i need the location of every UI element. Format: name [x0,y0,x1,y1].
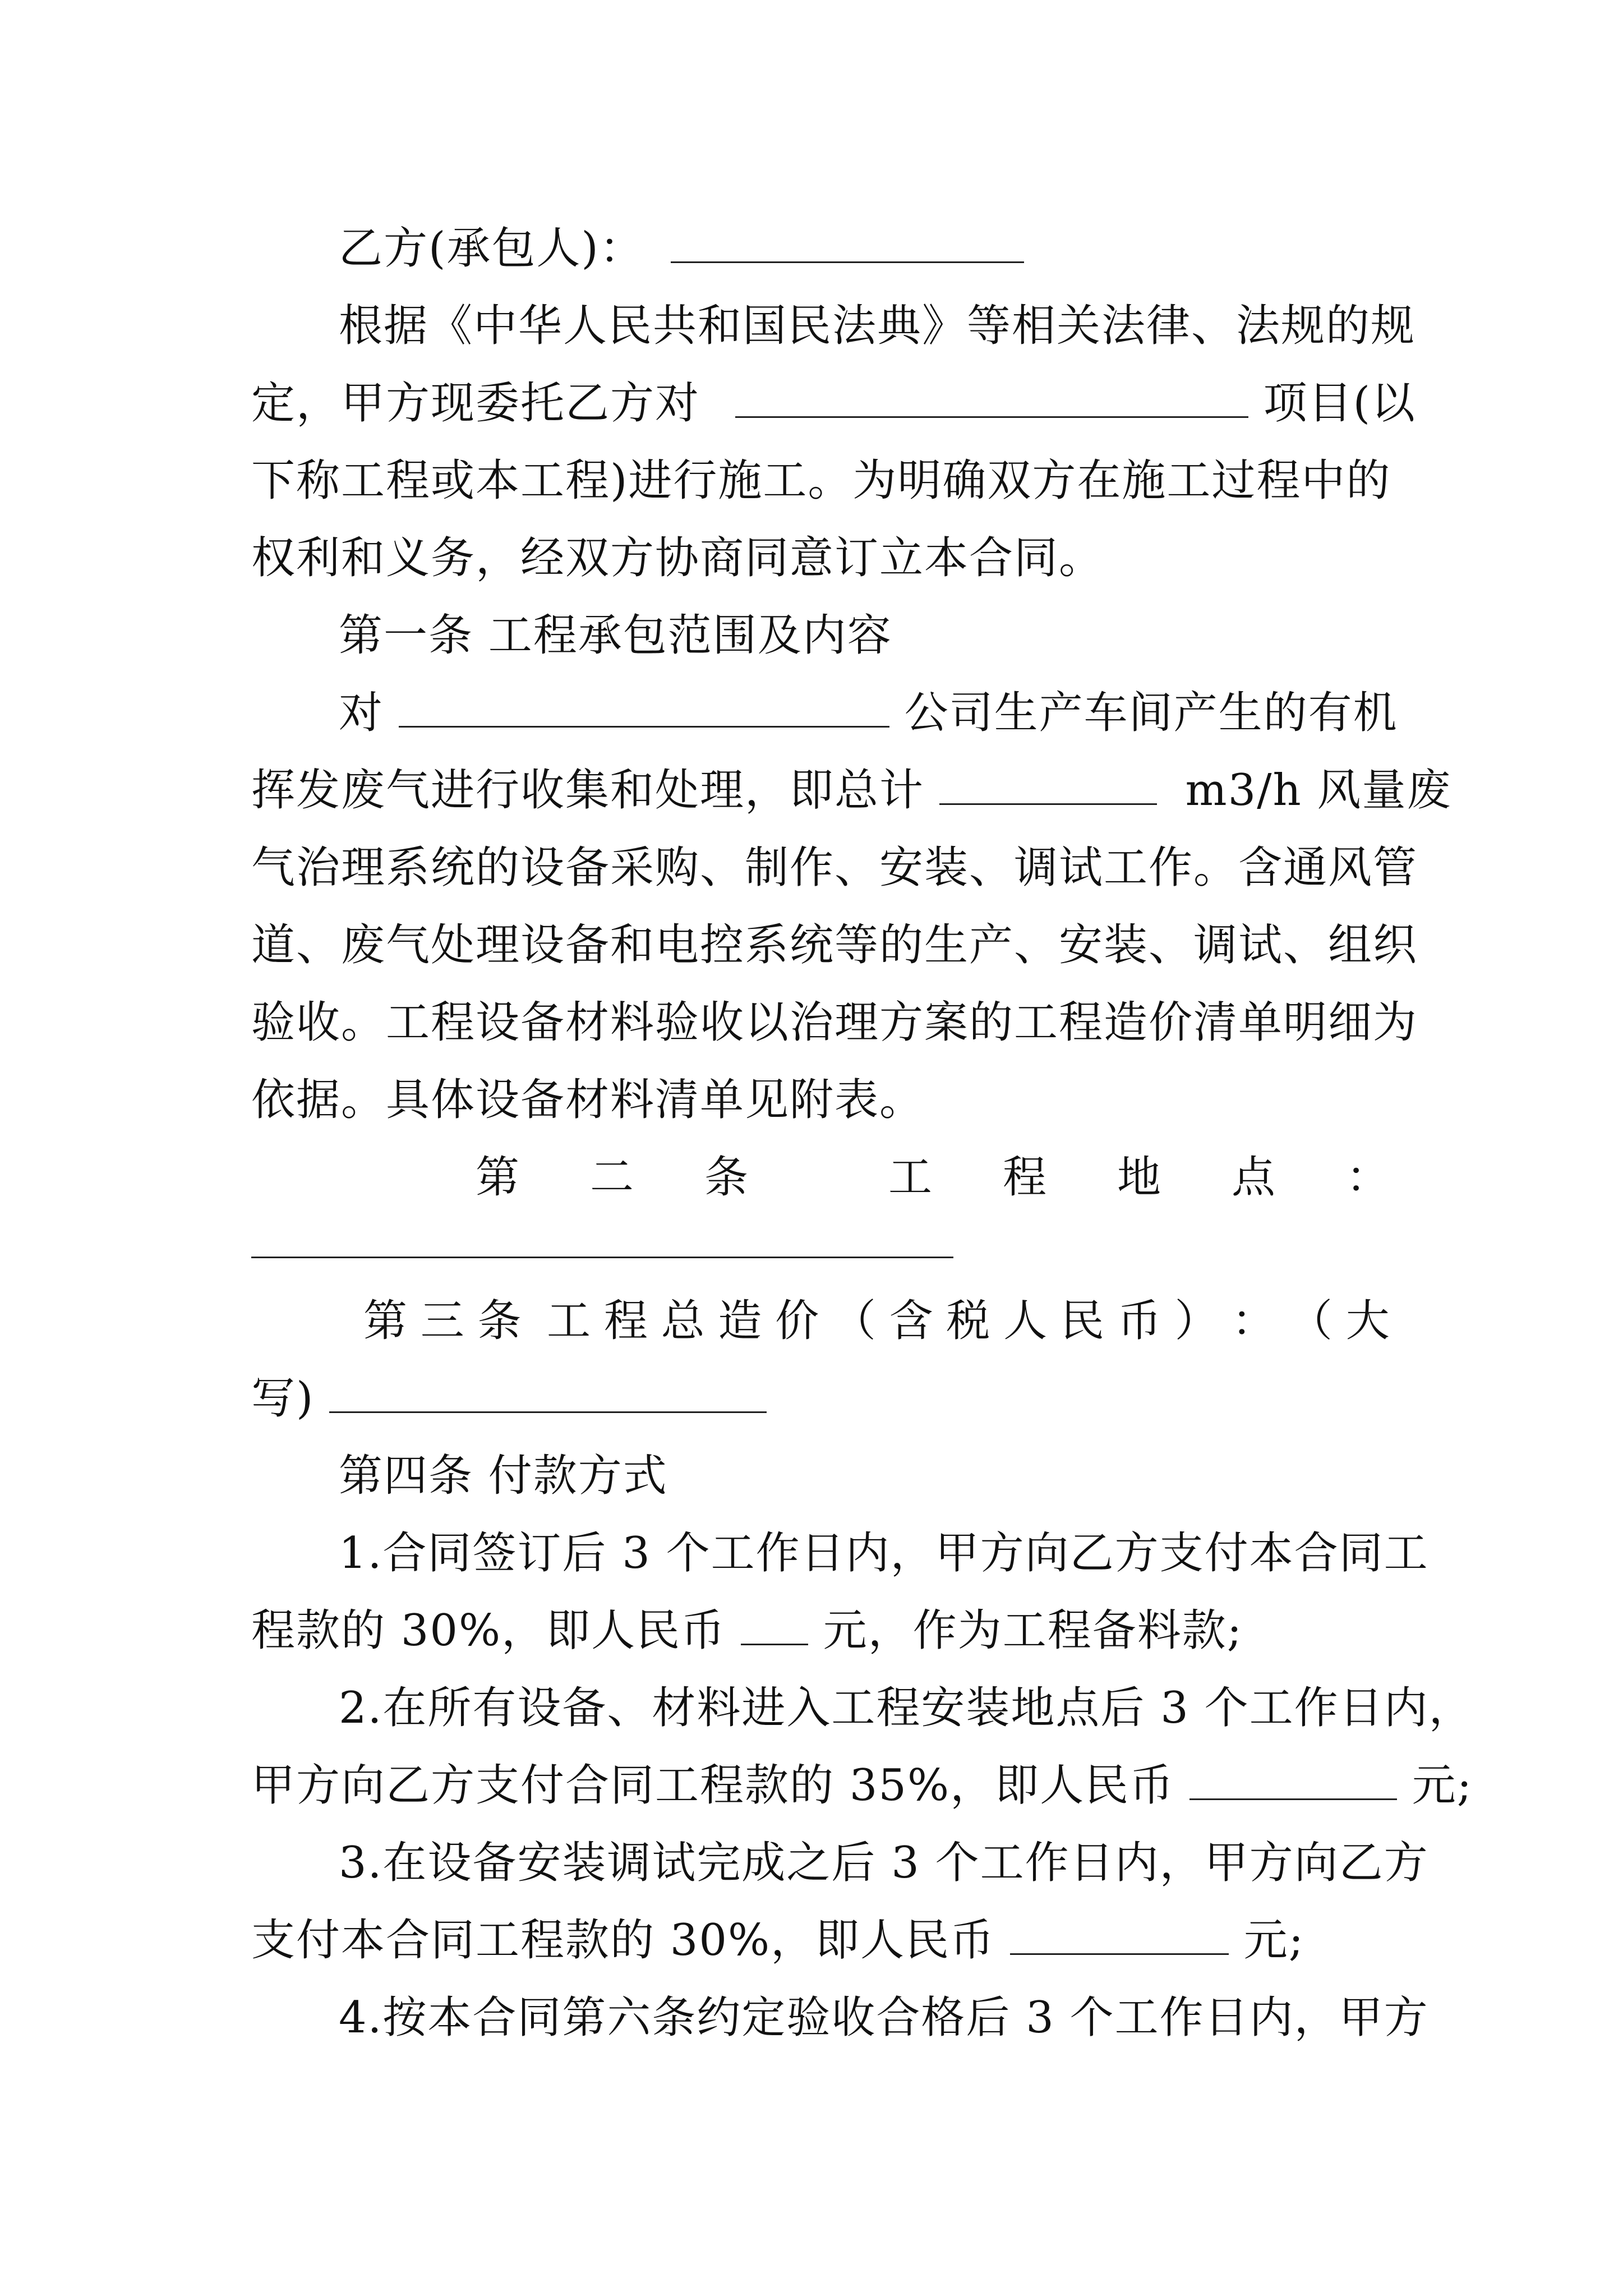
project-location-field[interactable] [251,1257,953,1258]
article-3-char: 工 [547,1296,592,1346]
article-4-title: 第四条 付款方式 [339,1451,668,1501]
preamble-line-2 [251,365,1417,442]
article-3-char: 造 [718,1296,763,1346]
payment-3-line-2-end: 元; [1243,1915,1305,1966]
payment-3-line-2-start: 支付本合同工程款的 30%，即人民币 [251,1915,995,1966]
payment-2-line-2-start: 甲方向乙方支付合同工程款的 35%，即人民币 [251,1760,1175,1811]
article-3-char: 民 [1060,1296,1105,1346]
article-2-char: 地 [1117,1152,1162,1203]
project-name-field[interactable] [735,372,1248,418]
total-price-field[interactable] [329,1368,767,1413]
article-1-line-2-start: 挥发废气进行收集和处理，即总计 [251,765,925,816]
payment-2-line-2 [251,1747,1473,1824]
payment-2-amount-field[interactable] [1189,1755,1397,1800]
article-2-char: 二 [590,1152,635,1203]
article-3-char: 大 [1345,1296,1391,1346]
article-3-title [251,1282,1391,1360]
article-1-line-4: 道、废气处理设备和电控系统等的生产、安装、调试、组织 [251,920,1418,970]
article-1-line-1-start: 对 [339,688,384,738]
payment-3-line-2 [251,1902,1391,1979]
article-2-title [251,1139,1391,1216]
article-3-char: 第 [363,1296,409,1346]
payment-1-line-2 [251,1592,1391,1669]
article-2-char: 第 [476,1152,521,1203]
payment-1-amount-field[interactable] [741,1600,808,1645]
article-1-line-2 [251,752,1452,829]
article-3-char: 条 [477,1296,523,1346]
article-3-char: 币 [1117,1296,1163,1346]
preamble-line-2-start: 定，甲方现委托乙方对 [251,378,700,429]
article-2-char: 程 [1002,1152,1048,1203]
payment-4-line-1: 4.按本合同第六条约定验收合格后 3 个工作日内，甲方 [339,1993,1429,2043]
article-3-line-2 [251,1360,1391,1437]
payment-2-line-2-end: 元; [1412,1760,1473,1811]
payment-3-amount-field[interactable] [1010,1910,1229,1955]
article-3-char: （ [832,1296,877,1346]
article-3-char: 税 [946,1296,992,1346]
payment-1-line-1: 1.合同签订后 3 个工作日内，甲方向乙方支付本合同工 [339,1528,1429,1579]
article-1-line-3: 气治理系统的设备采购、制作、安装、调试工作。含通风管 [251,843,1418,893]
preamble-line-4: 权利和义务，经双方协商同意订立本合同。 [251,533,1104,583]
preamble-line-3: 下称工程或本工程)进行施工。为明确双方在施工过程中的 [251,455,1391,506]
payment-1-line-2-start: 程款的 30%，即人民币 [251,1605,726,1656]
article-3-char: 人 [1003,1296,1049,1346]
article-2-char: 条 [704,1152,750,1203]
article-2-char: 工 [888,1152,933,1203]
article-1-title: 第一条 工程承包范围及内容 [339,610,892,661]
article-1-line-5: 验收。工程设备材料验收以治理方案的工程造价清单明细为 [251,997,1418,1048]
party-b-label: 乙方(承包人)： [339,223,644,274]
party-b-name-field[interactable] [671,218,1024,263]
article-3-char: 程 [603,1296,649,1346]
air-volume-field[interactable] [939,760,1157,805]
article-3-char: 价 [775,1296,820,1346]
payment-1-line-2-end: 元，作为工程备料款; [823,1605,1243,1656]
article-3-char: 三 [420,1296,465,1346]
article-3-char: （ [1289,1296,1334,1346]
preamble-line-1: 根据《中华人民共和国民法典》等相关法律、法规的规 [339,301,1416,351]
article-3-line-2-start: 写) [251,1373,315,1424]
article-3-char: 总 [661,1296,706,1346]
party-b-line [251,210,1391,287]
preamble-line-2-end: 项目(以 [1263,378,1417,429]
article-2-char: 点 [1231,1152,1276,1203]
article-1-line-2-end: m3/h 风量废 [1185,765,1452,816]
article-1-line-6: 依据。具体设备材料清单见附表。 [251,1075,925,1125]
article-3-char: ） [1174,1296,1220,1346]
article-1-line-1-end: 公司生产车间产生的有机 [904,688,1398,738]
payment-3-line-1: 3.在设备安装调试完成之后 3 个工作日内，甲方向乙方 [339,1838,1429,1888]
company-name-field[interactable] [399,682,889,728]
payment-2-line-1: 2.在所有设备、材料进入工程安装地点后 3 个工作日内， [339,1683,1474,1733]
article-1-line-1 [251,674,1398,752]
article-3-char: ： [1232,1296,1277,1346]
article-2-char: ： [1345,1152,1391,1203]
article-3-char: 含 [889,1296,934,1346]
